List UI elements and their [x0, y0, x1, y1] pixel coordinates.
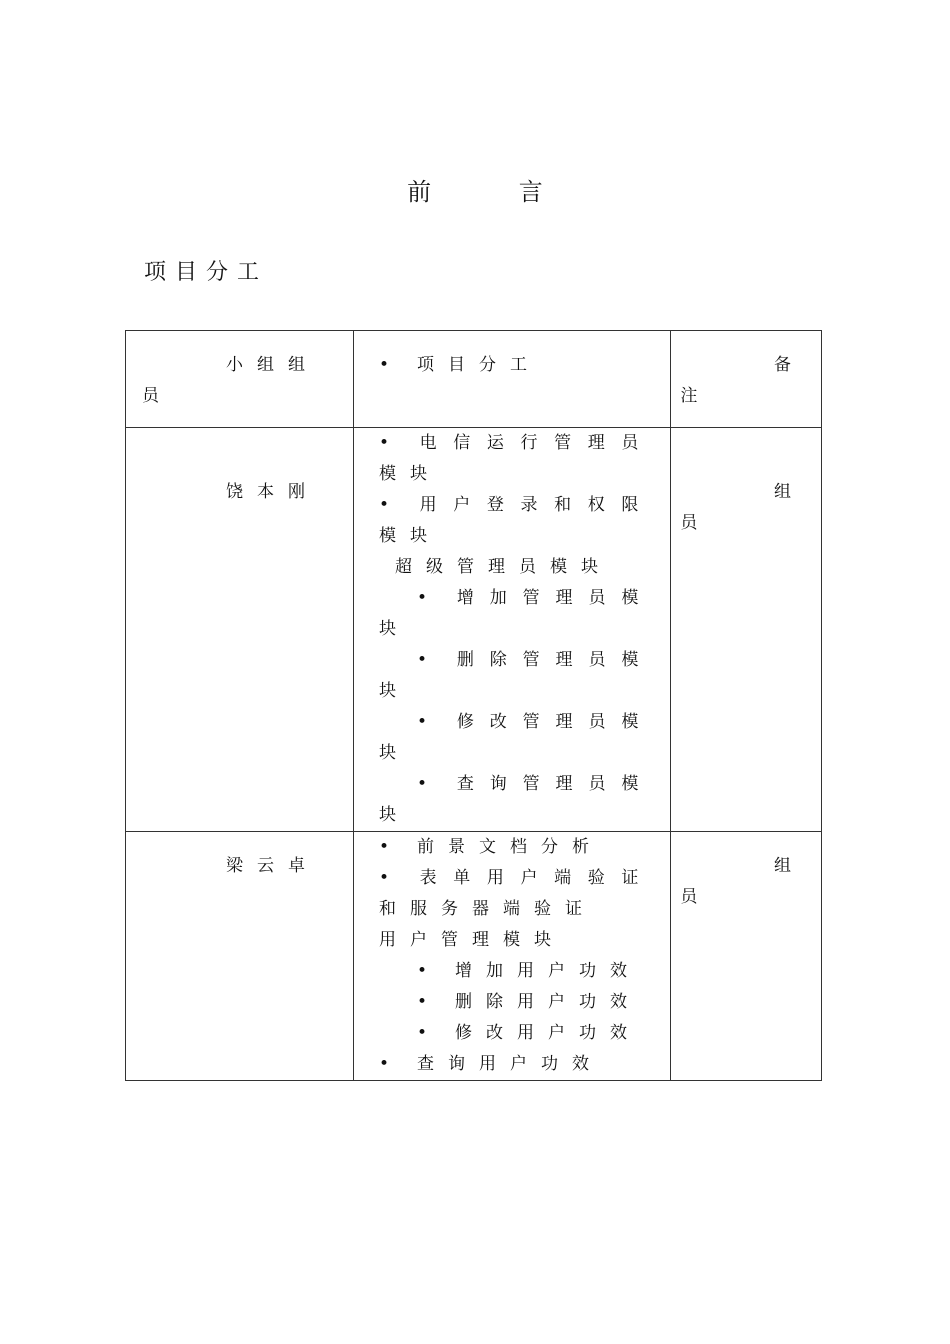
note-cell: [671, 428, 822, 832]
note-line1: 组: [774, 482, 805, 502]
task-line: • 修改用户功效: [379, 1018, 652, 1049]
member-name-cell: [126, 428, 354, 832]
task-line: • 电信运行管理员: [379, 428, 652, 459]
table-row: [126, 832, 822, 1081]
division-table: [125, 330, 822, 1081]
member-name: 饶本刚: [226, 482, 319, 502]
header-member: [126, 331, 354, 428]
task-line: 块: [378, 619, 410, 639]
task-line: 块: [378, 681, 410, 701]
section-heading: 项目分工: [144, 260, 269, 285]
task-line: 块: [378, 805, 410, 825]
task-line: 用户管理模块: [378, 930, 565, 950]
task-line: 超级管理员模块: [394, 557, 612, 577]
header-member-line2: 员: [142, 386, 173, 406]
member-name: 梁云卓: [226, 856, 319, 876]
header-member-line1: 小组组: [226, 355, 319, 375]
header-note-line1: 备: [774, 355, 805, 375]
note-line2: 员: [680, 887, 712, 907]
header-note: [671, 331, 822, 428]
task-line: • 增加管理员模: [379, 583, 652, 614]
header-division-label: • 项目分工: [379, 350, 654, 381]
task-line: • 查询管理员模: [379, 769, 652, 800]
task-line: • 查询用户功效: [379, 1049, 652, 1080]
task-line: • 增加用户功效: [379, 956, 652, 987]
division-cell: [353, 832, 670, 1081]
document-title: 前 言: [407, 178, 583, 206]
task-line: 模块: [378, 526, 441, 546]
header-division: [353, 331, 670, 428]
division-cell: [353, 428, 670, 832]
task-line: • 表单用户端验证: [379, 863, 652, 894]
task-line: • 删除管理员模: [379, 645, 652, 676]
task-line: • 删除用户功效: [379, 987, 652, 1018]
note-cell: [671, 832, 822, 1081]
task-line: • 前景文档分析: [379, 832, 652, 863]
note-line1: 组: [774, 856, 805, 876]
note-line2: 员: [680, 513, 712, 533]
task-line: • 修改管理员模: [379, 707, 652, 738]
table-row: [126, 428, 822, 832]
task-line: 块: [378, 743, 410, 763]
task-line: 和服务器端验证: [378, 899, 596, 919]
task-line: • 用户登录和权限: [379, 490, 652, 521]
header-note-line2: 注: [680, 386, 712, 406]
table-header-row: [126, 331, 822, 428]
task-line: 模块: [378, 464, 441, 484]
member-name-cell: [126, 832, 354, 1081]
